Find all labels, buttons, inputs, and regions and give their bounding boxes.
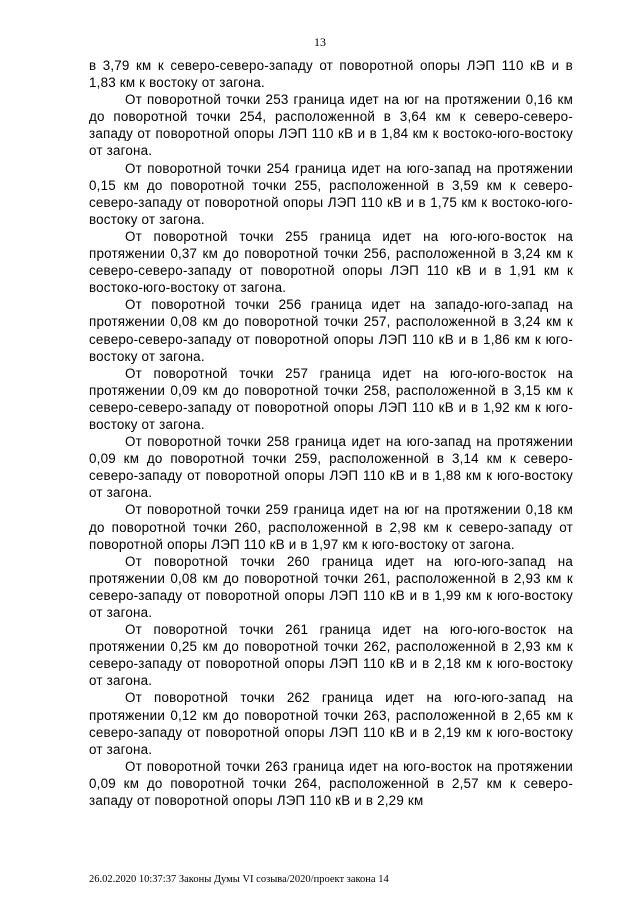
paragraph: От поворотной точки 258 граница идет на юго-запад на протяжении 0,09 км до поворотной точки 259, расположенной в 3,14 км к северо-северо-западу от поворотной опоры ЛЭП 110 кВ и в 1,88 км к юго-востоку от загона. bbox=[89, 434, 573, 501]
paragraph: От поворотной точки 253 граница идет на юг на протяжении 0,16 км до поворотной точки 254, расположенной в 3,64 км к северо-северо-западу от поворотной опоры ЛЭП 110 кВ и в 1,84 км к востоко-юго-востоку от загона. bbox=[89, 92, 573, 159]
paragraph: От поворотной точки 263 граница идет на юго-восток на протяжении 0,09 км до поворотной точки 264, расположенной в 2,57 км к северо-западу от поворотной опоры ЛЭП 110 кВ и в 2,29 км bbox=[89, 758, 573, 809]
paragraph: От поворотной точки 256 граница идет на западо-юго-запад на протяжении 0,08 км до поворотной точки 257, расположенной в 3,24 км к северо-северо-западу от поворотной опоры ЛЭП 110 кВ и в 1,86 км к юго-востоку от загона. bbox=[89, 297, 573, 364]
document-footer: 26.02.2020 10:37:37 Законы Думы VI созыва/2020/проект закона 14 bbox=[89, 874, 389, 885]
paragraph: От поворотной точки 254 граница идет на юго-запад на протяжении 0,15 км до поворотной точки 255, расположенной в 3,59 км к северо-северо-западу от поворотной опоры ЛЭП 110 кВ и в 1,75 км к востоко-юго-востоку от загона. bbox=[89, 160, 573, 227]
document-body bbox=[89, 57, 573, 809]
paragraph: От поворотной точки 260 граница идет на юго-юго-запад на протяжении 0,08 км до поворотной точки 261, расположенной в 2,93 км к северо-западу от поворотной опоры ЛЭП 110 кВ и в 1,99 км к юго-востоку от загона. bbox=[89, 553, 573, 620]
paragraph: От поворотной точки 257 граница идет на юго-юго-восток на протяжении 0,09 км до поворотной точки 258, расположенной в 3,15 км к северо-северо-западу от поворотной опоры ЛЭП 110 кВ и в 1,92 км к юго-востоку от загона. bbox=[89, 365, 573, 432]
page-number: 13 bbox=[314, 35, 326, 49]
paragraph: От поворотной точки 259 граница идет на юг на протяжении 0,18 км до поворотной точки 260, расположенной в 2,98 км к северо-западу от поворотной опоры ЛЭП 110 кВ и в 1,97 км к юго-востоку от загона. bbox=[89, 502, 573, 552]
paragraph: От поворотной точки 261 граница идет на юго-юго-восток на протяжении 0,25 км до поворотной точки 262, расположенной в 2,93 км к северо-западу от поворотной опоры ЛЭП 110 кВ и в 2,18 км к юго-востоку от загона. bbox=[89, 622, 573, 689]
paragraph: в 3,79 км к северо-северо-западу от поворотной опоры ЛЭП 110 кВ и в 1,83 км к востоку от загона. bbox=[89, 58, 573, 91]
paragraph: От поворотной точки 262 граница идет на юго-юго-запад на протяжении 0,12 км до поворотной точки 263, расположенной в 2,65 км к северо-западу от поворотной опоры ЛЭП 110 кВ и в 2,19 км к юго-востоку от загона. bbox=[89, 690, 573, 757]
paragraph: От поворотной точки 255 граница идет на юго-юго-восток на протяжении 0,37 км до поворотной точки 256, расположенной в 3,24 км к северо-северо-западу от поворотной опоры ЛЭП 110 кВ и в 1,91 км к востоко-юго-востоку от загона. bbox=[89, 228, 573, 296]
